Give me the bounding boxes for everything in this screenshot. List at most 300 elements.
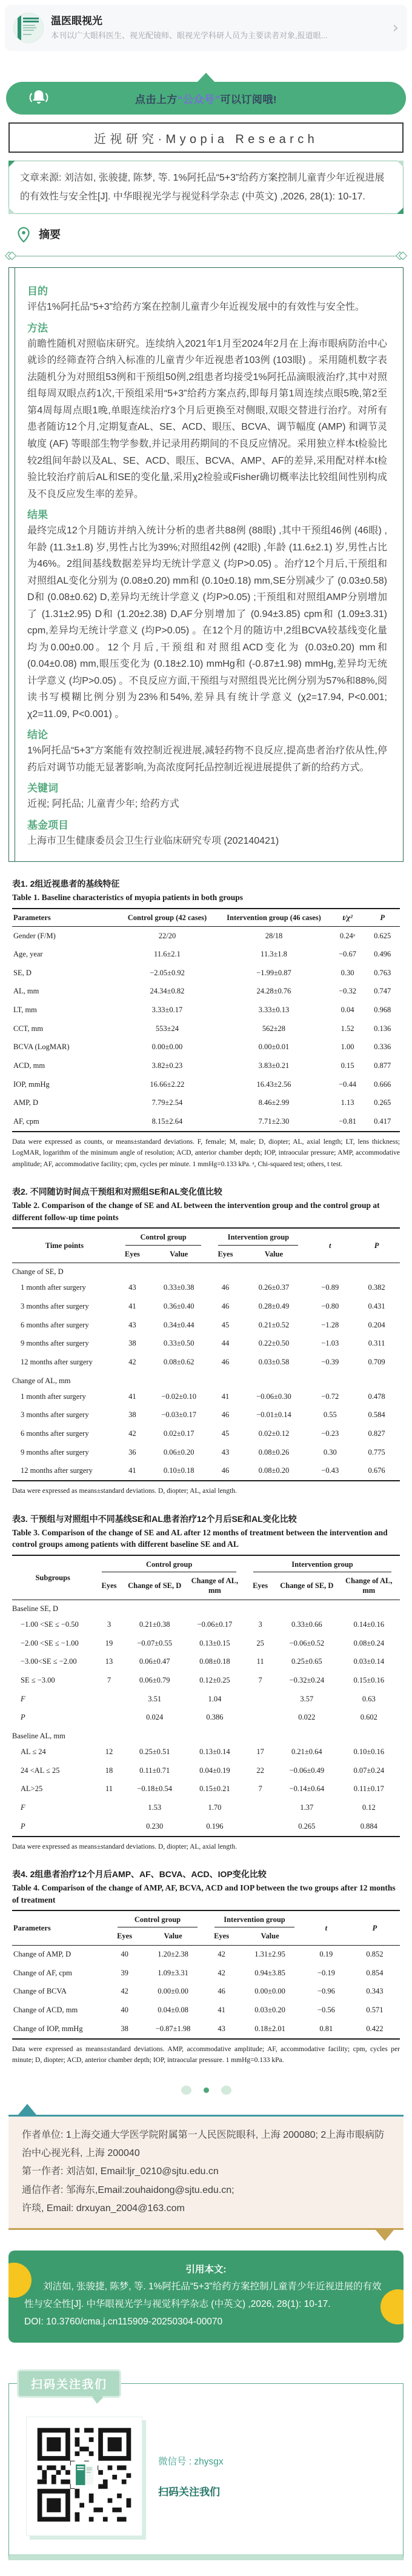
table-footnote: Data were expressed as counts, or means±standard deviations. F, female; M, male; D, diopter; AL, axial length; LT, lens thickness; LogMAR, logarithm of the minimum angle of resolution; ACD, anterior chamber depth; IOP, intraocular pressure; AMP, accommodative amplitude; AF, accommodative facility; cpm, cycles per minute. 1 mmHg=0.133 kPa. ᵃ, Chi-squared test; others, t test. <box>12 1138 400 1168</box>
table-cell: 0.06±0.20 <box>163 1447 194 1457</box>
column-header: Change of SE, D <box>125 1572 185 1600</box>
table-cell: SE, D <box>13 968 32 977</box>
table-row <box>12 1780 400 1799</box>
corner-decor <box>8 207 15 214</box>
table-cell: AL ≤ 24 <box>21 1747 46 1757</box>
table-cell: 0.417 <box>374 1116 391 1126</box>
table-cell: 0.14±0.16 <box>353 1620 385 1629</box>
qr-bubble-label: 扫码关注我们 <box>17 2369 121 2398</box>
table-row <box>12 1672 400 1690</box>
table-title-en: Table 3. Comparison of the change of SE and AL after 12 months of treatment between the intervention and control groups among patients with different baseline SE and AL <box>12 1527 388 1549</box>
table-cell: P <box>21 1713 25 1722</box>
table-cell: 0.311 <box>368 1339 385 1348</box>
table-cell: 0.22±0.50 <box>258 1339 290 1348</box>
table-row <box>12 1424 400 1443</box>
column-header: Eyes <box>210 1246 241 1263</box>
table-cell: 0.12±0.25 <box>199 1676 230 1685</box>
table-row <box>12 1983 400 2001</box>
table-title-cn: 表4. 2组患者治疗12个月后AMP、AF、BCVA、ACD、IOP变化比较 <box>12 1869 267 1880</box>
first-author-line: 第一作者: 刘洁如, Email:ljr_0210@sjtu.edu.cn <box>22 2166 219 2177</box>
table-cell: 0.25±0.51 <box>139 1747 170 1757</box>
table-cell <box>93 1709 124 1727</box>
table-cell: 8.46±2.99 <box>258 1098 290 1107</box>
gold-triangle-decor <box>376 2230 394 2241</box>
bell-icon <box>27 87 51 109</box>
article-page <box>0 5 412 2576</box>
table-row <box>12 1743 400 1762</box>
table-cell: −0.07±0.55 <box>137 1638 173 1647</box>
table-cell: 9 months after surgery <box>21 1339 89 1348</box>
table-cell: 1.13 <box>341 1098 354 1107</box>
table-block-2 <box>12 1186 400 1497</box>
table-cell: 24 <AL ≤ 25 <box>21 1766 60 1775</box>
table-cell: 39 <box>121 1968 128 1977</box>
author-info-box <box>8 2115 404 2230</box>
table-cell: SE ≤ −3.00 <box>21 1676 55 1685</box>
table-cell: Change of AF, cpm <box>13 1968 72 1977</box>
table-row <box>12 1353 400 1372</box>
table-cell: −0.06±0.17 <box>197 1620 233 1629</box>
table-cell: 0.00±0.00 <box>158 1987 188 1996</box>
column-header: Value <box>237 1927 303 1945</box>
table-cell: IOP, mmHg <box>13 1079 50 1089</box>
table-cell: 0.230 <box>146 1821 164 1830</box>
section-heading: 结论 <box>27 729 48 741</box>
table-cell: Change of IOP, mmHg <box>13 2024 83 2033</box>
table-cell: 0.26±0.37 <box>258 1283 290 1292</box>
table-cell: 24.34±0.82 <box>150 987 185 996</box>
table-cell: ACD, mm <box>13 1061 45 1070</box>
table-cell: 0.08±0.26 <box>258 1447 290 1457</box>
banner-text <box>135 91 277 106</box>
qr-box <box>8 2383 404 2560</box>
table-cell: 46 <box>221 1466 230 1475</box>
column-header: Control group <box>117 1228 210 1245</box>
table-cell: 41 <box>128 1392 136 1401</box>
table-cell: 0.478 <box>368 1392 385 1401</box>
table-cell: 0.15 <box>341 1061 354 1070</box>
table-cell: 41 <box>218 2006 225 2015</box>
column-title-box <box>8 122 404 153</box>
table-cell: 0.21±0.38 <box>139 1620 170 1629</box>
abstract-section-funding <box>27 816 387 850</box>
table-cell: 0.08±0.62 <box>163 1357 194 1366</box>
table-cell: 7 <box>258 1784 262 1794</box>
abstract-section-objective <box>27 282 387 316</box>
table-footnote: Data were expressed as means±standard deviations. D, diopter; AL, axial length. <box>12 1487 238 1495</box>
table-title-cn: 表3. 干预组与对照组中不同基线SE和AL患者治疗12个月后SE和AL变化比较 <box>12 1513 297 1524</box>
table-cell: 42 <box>218 1968 225 1977</box>
table-cell: 16.43±2.56 <box>256 1079 291 1089</box>
table-cell: 0.06±0.79 <box>139 1676 170 1685</box>
table-cell: 0.07±0.24 <box>353 1766 385 1775</box>
table-cell: 16.66±2.22 <box>150 1079 185 1089</box>
table-cell: 0.854 <box>366 1968 384 1977</box>
table-cell: 6 months after surgery <box>21 1429 89 1438</box>
table-cell: 44 <box>221 1339 230 1348</box>
source-text: 文章来源: 刘洁如, 张骏捷, 陈梦, 等. 1%阿托品“5+3”给药方案控制儿童青少年近视进展的有效性与安全性[J]. 中华眼视光学与视觉科学杂志 (中英文) ,2026, 28(1): 10-17. <box>20 173 385 202</box>
subgroup-comparison-table <box>12 1555 400 1837</box>
column-header: Intervention group <box>245 1555 400 1572</box>
table-cell: 3.82±0.23 <box>151 1061 183 1070</box>
table-section-label: Change of AL, mm <box>12 1376 71 1385</box>
table-cell: 0.30 <box>341 968 354 977</box>
table-cell: 46 <box>221 1283 230 1292</box>
table-cell <box>245 1798 276 1817</box>
table-row <box>12 1056 400 1075</box>
table-cell: 0.022 <box>298 1713 316 1722</box>
table-cell: 38 <box>121 2024 128 2033</box>
table-cell: 0.431 <box>368 1302 385 1311</box>
table-cell: 0.03±0.58 <box>258 1357 290 1366</box>
se-al-change-table <box>12 1227 400 1481</box>
column-header: Value <box>241 1246 307 1263</box>
citation-title: 引用本文: <box>185 2264 227 2275</box>
column-header: Intervention group <box>206 1910 303 1927</box>
table-cell: 0.747 <box>374 987 391 996</box>
table-row <box>12 2020 400 2039</box>
table-row <box>12 1279 400 1298</box>
table-cell: 7 <box>107 1676 111 1685</box>
table-cell: 41 <box>221 1392 230 1401</box>
table-cell: 0.28±0.49 <box>258 1302 290 1311</box>
table-cell: −1.03 <box>321 1339 339 1348</box>
table-row <box>12 1727 400 1743</box>
abstract-section-keywords <box>27 779 387 813</box>
section-body: 上海市卫生健康委员会卫生行业临床研究专项 (202140421) <box>27 835 279 846</box>
table-cell: 0.13±0.14 <box>199 1747 230 1757</box>
section-heading: 结果 <box>27 509 48 521</box>
table-title-en: Table 1. Baseline characteristics of myopia patients in both groups <box>12 893 244 903</box>
table-row <box>12 1263 400 1279</box>
table-cell: 0.763 <box>374 968 391 977</box>
table-cell: 0.63 <box>362 1694 376 1703</box>
table-row <box>12 1761 400 1780</box>
table-cell <box>93 1817 124 1837</box>
table-cell: 0.775 <box>368 1447 385 1457</box>
table-cell: 562±28 <box>262 1024 286 1033</box>
table-row <box>12 1653 400 1672</box>
account-card[interactable] <box>5 5 407 51</box>
table-cell: 43 <box>218 2024 225 2033</box>
table-cell: 42 <box>218 1950 225 1959</box>
table-cell: 43 <box>221 1447 230 1457</box>
citation-box <box>8 2251 404 2343</box>
baseline-characteristics-table <box>12 908 400 1132</box>
table-row <box>12 1817 400 1837</box>
table-cell: 0.12 <box>362 1803 376 1812</box>
table-cell: 45 <box>221 1429 230 1438</box>
column-header: Change of AL, mm <box>338 1572 400 1600</box>
table-cell: 0.877 <box>374 1061 391 1070</box>
table-cell: 0.852 <box>366 1950 384 1959</box>
table-title-en: Table 2. Comparison of the change of SE and AL between the intervention group and the control group at different follow-up time points <box>12 1201 380 1222</box>
table-section-label: Baseline AL, mm <box>12 1731 65 1740</box>
table-row <box>12 1372 400 1387</box>
table-cell: F <box>21 1694 25 1703</box>
table-cell: 46 <box>221 1410 230 1420</box>
table-cell: 0.08±0.18 <box>199 1657 230 1666</box>
table-cell: 0.968 <box>374 1006 391 1015</box>
table-cell: 1 month after surgery <box>21 1392 86 1401</box>
table-cell: 0.496 <box>374 950 391 959</box>
table-cell: 46 <box>221 1302 230 1311</box>
column-header: Control group (42 cases) <box>117 909 218 927</box>
table-cell: 0.10±0.18 <box>163 1466 194 1475</box>
table-row <box>12 1075 400 1094</box>
table-cell: 0.676 <box>368 1466 385 1475</box>
column-header: Control group <box>93 1555 245 1572</box>
column-title: 近视研究·Myopia Research <box>93 132 319 146</box>
section-body: 1%阿托品“5+3”方案能有效控制近视进展,减轻药物不良反应,提高患者治疗依从性,停药后对调节功能无显著影响,为高浓度阿托品控制近视进展提供了新的给药方式。 <box>27 746 387 773</box>
table-cell: 0.02±0.12 <box>258 1429 290 1438</box>
table-cell: −2.05±0.92 <box>150 968 185 977</box>
table-cell: 3 <box>258 1620 262 1629</box>
table-cell: −1.28 <box>321 1320 339 1329</box>
account-name: 温医眼视光 <box>51 15 102 27</box>
table-cell: 0.04 <box>341 1006 354 1015</box>
column-header: t <box>307 1228 353 1263</box>
table-cell: −0.80 <box>321 1302 339 1311</box>
table-cell: −0.81 <box>339 1116 357 1126</box>
account-description: 本刊以广大眼科医生、视光配镜师、眼视光学科研人员为主要读者对象,报道眼... <box>51 30 328 40</box>
table-cell: 11.3±1.8 <box>261 950 287 959</box>
table-cell: 45 <box>221 1320 230 1329</box>
column-header: Value <box>148 1246 210 1263</box>
dots-separator <box>0 2084 412 2097</box>
citation-doi: DOI: 10.3760/cma.j.cn115909-20250304-00070 <box>24 2316 223 2327</box>
table-cell: 36 <box>128 1447 136 1457</box>
table-cell: 0.196 <box>206 1821 224 1830</box>
table-cell <box>93 1798 124 1817</box>
column-header: P <box>365 909 400 927</box>
column-header: P <box>353 1228 400 1263</box>
table-cell: Gender (F/M) <box>13 931 56 940</box>
table-cell: −0.32±0.24 <box>289 1676 325 1685</box>
banner-pill <box>6 82 406 115</box>
table-cell: 553±24 <box>155 1024 179 1033</box>
location-pin-icon <box>16 225 32 243</box>
column-header: Eyes <box>93 1572 124 1600</box>
table-cell: −3.00<SE ≤ −2.00 <box>21 1657 77 1666</box>
section-heading: 基金项目 <box>27 819 68 831</box>
table-cell: 1 month after surgery <box>21 1283 86 1292</box>
table-cell: 1.53 <box>148 1803 162 1812</box>
table-cell <box>93 1690 124 1709</box>
corresponding-author-line: 通信作者: 邹海东,Email:zouhaidong@sjtu.edu.cn; <box>22 2184 234 2195</box>
journal-cover-thumbnail <box>14 13 43 42</box>
abstract-box <box>8 267 404 862</box>
table-cell: AMP, D <box>13 1098 38 1107</box>
table-row <box>12 1690 400 1709</box>
table-cell: 40 <box>121 1950 128 1959</box>
table-cell: AL>25 <box>21 1784 43 1794</box>
table-cell: 18 <box>105 1766 113 1775</box>
banner-triangle <box>198 73 214 82</box>
table-row <box>12 1634 400 1653</box>
table-cell: −0.67 <box>339 950 357 959</box>
table-cell: 0.04±0.19 <box>199 1766 230 1775</box>
table-cell: 0.21±0.64 <box>291 1747 322 1757</box>
table-row <box>12 1001 400 1020</box>
table-cell: 0.15±0.21 <box>199 1784 230 1794</box>
table-cell: −1.00 <SE ≤ −0.50 <box>21 1620 79 1629</box>
qr-side-texts <box>158 2454 224 2498</box>
table-cell: −0.06±0.52 <box>289 1638 325 1647</box>
table-row <box>12 1406 400 1425</box>
table-cell: −2.00 <SE ≤ −1.00 <box>21 1638 79 1647</box>
table-row <box>12 1709 400 1727</box>
section-body: 近视; 阿托品; 儿童青少年; 给药方式 <box>27 799 179 810</box>
table-cell: AL, mm <box>13 987 39 996</box>
table-cell: 7 <box>258 1676 262 1685</box>
table-row <box>12 1945 400 1964</box>
table-cell: 22 <box>256 1766 264 1775</box>
table-row <box>12 1316 400 1335</box>
table-cell: 42 <box>128 1357 136 1366</box>
table-cell: 3 months after surgery <box>21 1410 89 1420</box>
table-cell: F <box>21 1803 25 1812</box>
table-cell: 3.33±0.13 <box>258 1006 290 1015</box>
column-header: Parameters <box>12 1910 109 1945</box>
table-cell: −0.14±0.64 <box>289 1784 325 1794</box>
table-row <box>12 927 400 946</box>
column-header: Parameters <box>12 909 117 927</box>
table-cell: −0.32 <box>339 987 357 996</box>
column-header: Change of SE, D <box>276 1572 337 1600</box>
table-cell: 1.20±2.38 <box>158 1950 188 1959</box>
table-cell: 0.30 <box>323 1447 337 1457</box>
table-cell: 0.11±0.17 <box>353 1784 384 1794</box>
column-header: Intervention group (46 cases) <box>218 909 330 927</box>
table-cell: 0.19 <box>319 1950 333 1959</box>
table-row <box>12 946 400 964</box>
parameter-change-table <box>12 1910 400 2040</box>
table-cell: P <box>21 1821 25 1830</box>
table-cell: 6 months after surgery <box>21 1320 89 1329</box>
table-cell: 0.24ᵃ <box>339 931 356 940</box>
table-cell: 0.03±0.20 <box>254 2006 285 2015</box>
table-cell: 43 <box>128 1283 136 1292</box>
column-header: P <box>350 1910 400 1945</box>
table-cell <box>245 1817 276 1837</box>
column-header: Eyes <box>245 1572 276 1600</box>
qr-center-logo <box>76 2464 93 2485</box>
table-cell: −0.87±1.98 <box>155 2024 191 2033</box>
table-cell: Change of ACD, mm <box>13 2006 78 2015</box>
column-header: Time points <box>12 1228 117 1263</box>
qr-code <box>33 2423 136 2526</box>
table-cell: −0.44 <box>339 1079 357 1089</box>
table-cell: 0.422 <box>366 2024 384 2033</box>
table-row <box>12 1094 400 1113</box>
table-cell: 0.34±0.44 <box>163 1320 194 1329</box>
abstract-title: 摘要 <box>39 229 61 241</box>
wechat-id: 微信号 : zhysgx <box>158 2457 224 2468</box>
chevron-right-icon[interactable]: › <box>392 19 399 37</box>
table-cell: 0.666 <box>374 1079 391 1089</box>
table-row <box>12 1798 400 1817</box>
table-cell: Change of BCVA <box>13 1987 67 1996</box>
table-cell: 1.00 <box>341 1043 354 1052</box>
table-title-cn: 表2. 不同随访时间点干预组和对照组SE和AL变化值比较 <box>12 1187 222 1197</box>
table-cell: 7.71±2.30 <box>258 1116 290 1126</box>
table-cell: 1.37 <box>300 1803 314 1812</box>
column-header: t <box>303 1910 350 1945</box>
table-row <box>12 1019 400 1038</box>
table-cell: 0.382 <box>368 1283 385 1292</box>
table-cell: 9 months after surgery <box>21 1447 89 1457</box>
table-row <box>12 1335 400 1353</box>
table-cell: 0.33±0.38 <box>163 1283 194 1292</box>
table-cell: 22/20 <box>158 931 176 940</box>
table-cell: −0.72 <box>321 1392 339 1401</box>
table-cell: 0.02±0.17 <box>163 1429 194 1438</box>
column-header: Eyes <box>109 1927 140 1945</box>
column-header: Eyes <box>206 1927 237 1945</box>
section-body: 评估1%阿托品“5+3”给药方案在控制儿童青少年近视发展中的有效性与安全性。 <box>27 302 365 313</box>
table-cell: 40 <box>121 2006 128 2015</box>
table-cell: 0.21±0.52 <box>258 1320 290 1329</box>
abstract-header <box>16 225 412 243</box>
banner-text-prefix: 点击上方 <box>135 93 178 105</box>
qr-follow-section <box>8 2358 404 2560</box>
table-cell: 0.81 <box>319 2024 333 2033</box>
table-cell: 0.584 <box>368 1410 385 1420</box>
table-row <box>12 1443 400 1462</box>
table-cell: 3.57 <box>300 1694 314 1703</box>
table-footnote: Data were expressed as means±standard deviations. AMP, accommodative amplitude; AF, accommodative facility; cpm, cycles per minute; D, diopter; ACD, anterior chamber depth; IOP, intraocular pressure. 1 mmHg=0.133 kPa. <box>12 2045 400 2064</box>
table-cell: 0.25±0.65 <box>291 1657 322 1666</box>
table-cell: −0.03±0.17 <box>161 1410 197 1420</box>
section-body: 最终完成12个月随访并纳入统计分析的患者共88例 (88眼) ,其中干预组46例 (46眼) ,年龄 (11.3±1.8) 岁,男性占比为39%;对照组42例 (42眼) ,年龄 (11.6±2.1) 岁,男性占比为46%。2组间基线数据差异均无统计学意义 (均P>0.05) 。治疗12个月后,干预组和对照组AL变化分别为 (0.08±0.20) mm和 (0.10±0.18) mm,SE分别减少了 (0.03±0.58) D和 (0.08±0.62) D,差异均无统计学意义 (均P>0.05) ;干预组和对照组AMP分别增加了 (1.31±2.95) D和 (1.20±2.38) D,AF分别增加了 (0.94±3.85) cpm和 (1.09±3.31) cpm,差异均无统计学意义 (均P>0.05) 。在12个月的随访中,2组BCVA较基线变化量均为0.00±0.00。12个月后,干预组和对照组ACD变化为 (0.03±0.20) mm和 (0.04±0.08) mm,眼压变化为 (0.18±2.10) mmHg和 (-0.87±1.98) mmHg,差异均无统计学意义 (均P>0.05) 。不良反应方面,干预组与对照组畏光比例分别为57%和88%,阅读书写模糊比例分别为23%和54%,差异具有统计学意义 (χ2=17.94, P<0.001; χ2=11.09, P<0.001) 。 <box>27 526 387 719</box>
citation-text: 刘洁如, 张骏捷, 陈梦, 等. 1%阿托品“5+3”给药方案控制儿童青少年近视进展的有效性与安全性[J]. 中华眼视光学与视觉科学杂志 (中英文) ,2026, 28(1): 10-17. <box>24 2281 382 2309</box>
table-cell: 41 <box>128 1302 136 1311</box>
section-body: 前瞻性随机对照临床研究。连续纳入2021年1月至2024年2月在上海市眼病防治中心就诊的经筛查符合纳入标准的儿童青少年近视患者103例 (103眼) 。采用随机数字表法随机分为对照组53例和干预组50例,2组患者均接受1%阿托品滴眼液治疗,其中对照组每周双眼点药1次,干预组采用“5+3”给药方案点药,即每月第1周连续点眼5晚,第2至第4周每周点眼1晚,单眼连续治疗3个月后更换至对侧眼,双眼交替进行治疗。对所有患者随访12个月,定期复查AL、SE、ACD、眼压、BCVA、调节幅度 (AMP) 和调节灵敏度 (AF) 等眼部生物学参数,并记录用药期间的不良反应情况。采用独立样本t检验比较2组间年龄以及AL、SE、ACD、眼压、BCVA、AMP、AF的差异,采用配对样本t检验比较治疗前后AL和SE的变化量,采用χ2检验或Fisher确切概率法比较组间性别构成及不良反应发生率的差异。 <box>27 338 387 499</box>
table-row <box>12 964 400 983</box>
qr-card <box>26 2417 142 2536</box>
table-cell: −0.02±0.10 <box>161 1392 197 1401</box>
table-cell: −0.06±0.30 <box>256 1392 291 1401</box>
section-heading: 关键词 <box>27 782 58 795</box>
table-cell: 13 <box>105 1657 113 1666</box>
table-cell: 0.00±0.01 <box>258 1043 290 1052</box>
table-cell: 42 <box>121 1987 128 1996</box>
banner-text-suffix: 可以订阅哦! <box>220 93 277 105</box>
table-cell: −0.39 <box>321 1357 339 1366</box>
table-cell: 0.36±0.40 <box>163 1302 194 1311</box>
abstract-section-conclusion <box>27 726 387 776</box>
table-section-label: Change of SE, D <box>12 1267 64 1276</box>
table-section-label: Baseline SE, D <box>12 1604 59 1613</box>
table-cell: 43 <box>128 1320 136 1329</box>
table-row <box>12 1616 400 1635</box>
table-cell: 0.10±0.16 <box>353 1747 385 1757</box>
table-cell: −0.01±0.14 <box>256 1410 291 1420</box>
section-heading: 方法 <box>27 322 48 334</box>
author-affiliation: 作者单位: 1上海交通大学医学院附属第一人民医院眼科, 上海 200080; 2上海市眼病防治中心视光科, 上海 200040 <box>22 2129 385 2158</box>
table-row <box>12 1462 400 1481</box>
table-cell: 0.18±2.01 <box>254 2024 285 2033</box>
table-row <box>12 1600 400 1616</box>
column-header: Value <box>140 1927 206 1945</box>
table-row <box>12 1298 400 1316</box>
table-cell: −0.06±0.49 <box>289 1766 325 1775</box>
table-cell: 0.024 <box>146 1713 164 1722</box>
table-cell: 0.386 <box>206 1713 224 1722</box>
table-cell: 0.136 <box>374 1024 391 1033</box>
table-cell: 0.884 <box>360 1821 377 1830</box>
